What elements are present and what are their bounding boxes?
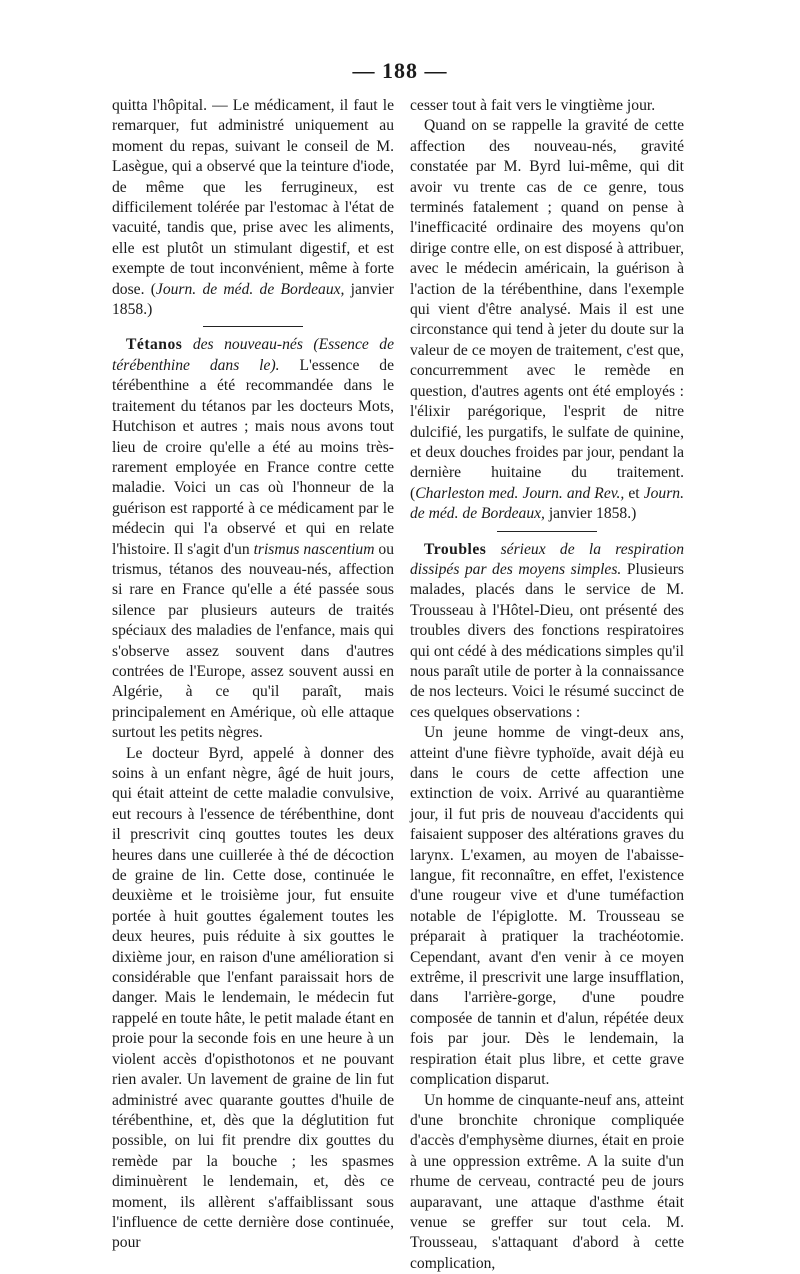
left-p1-end: janvier 1858.) <box>112 281 394 318</box>
article-troubles-heading: Troubles <box>424 541 486 558</box>
right-paragraph-1: cesser tout à fait vers le vingtième jour. <box>410 96 684 116</box>
article-tetanos-text-b: ou trismus, tétanos des nouveau-nés, affection si rare en France qu'elle a été passée sous silence par plusieurs auteurs de traités spéciaux des maladies de l'enfance, mais qui s'observe assez souvent dans d'autres contrées de l'Europe, assez souvent aussi en Algérie, à ce qu'il paraît, mais principalement en Amérique, où elle attaque surtout les petits nègres. <box>112 541 394 742</box>
article-tetanos <box>112 335 394 743</box>
right-p2-reference-1: Charleston med. Journ. and Rev., <box>415 485 624 502</box>
right-paragraph-4: Un jeune homme de vingt-deux ans, atteint d'une fièvre typhoïde, avait déjà eu dans le cours de cette affection une extinction de voix. Arrivé au quarantième jour, il fut pris de nouveau d'accidents qui faisaient supposer des altérations graves du larynx. L'examen, au moyen de l'abaisse-langue, fit reconnaître, en effet, l'existence d'une rougeur vive et d'une tuméfaction notable de l'épiglotte. M. Trousseau se préparait à pratiquer la trachéotomie. Cependant, avant d'en venir à ce moyen extrême, il prescrivit une large insufflation, dans l'arrière-gorge, d'une poudre composée de tannin et d'alun, répétée deux fois par jour. Dès le lendemain, la respiration était plus libre, et cette grave complication disparut. <box>410 723 684 1090</box>
right-p2-text: Quand on se rappelle la gravité de cette affection des nouveau-nés, gravité constatée par M. Byrd lui-même, qui dit avoir vu trente cas de ce genre, tous terminés fatalement ; quand on pense à l'inefficacité ordinaire des moyens qu'on dirige contre elle, on est disposé à attribuer, avec le médecin américain, la guérison à l'action de la térébenthine, dans l'exemple qui vient d'être analysé. Mais il est une circonstance qui tend à jeter du doute sur la valeur de ce moyen de traitement, c'est que, concurremment avec le remède en question, d'autres agents ont été employés : l'élixir parégorique, l'esprit de nitre dulcifié, les purgatifs, le sulfate de quinine, et deux douches froides par jour, pendant la dernière huitaine du traitement. ( <box>410 117 684 501</box>
right-p2-end: janvier 1858.) <box>545 505 636 522</box>
article-tetanos-term: trismus nascentium <box>254 541 375 558</box>
section-divider <box>203 326 303 327</box>
right-p2-mid: et <box>624 485 643 502</box>
page-number: — 188 — <box>0 58 800 84</box>
left-column <box>112 96 394 1254</box>
article-troubles <box>410 540 684 724</box>
article-tetanos-heading: Tétanos <box>126 336 182 353</box>
left-paragraph-1 <box>112 96 394 320</box>
right-paragraph-5: Un homme de cinquante-neuf ans, atteint d'une bronchite chronique compliquée d'accès d'emphysème diurnes, était en proie à une oppression extrême. A la suite d'un rhume de cerveau, contracté peu de jours auparavant, une attaque d'asthme était venue se greffer sur tout cela. M. Trousseau, s'attaquant d'abord à cette complication, <box>410 1091 684 1274</box>
left-p1-text: quitta l'hôpital. — Le médicament, il faut le remarquer, fut administré uniquement au moment du repas, suivant le conseil de M. Lasègue, qui a observé que la teinture d'iode, de même que les ferrugineux, est difficilement tolérée par l'estomac à l'état de vacuité, tandis que, prise avec les aliments, elle est plutôt un stimulant digestif, et est exempte de tout inconvénient, même à forte dose. ( <box>112 97 394 298</box>
left-paragraph-3: Le docteur Byrd, appelé à donner des soins à un enfant nègre, âgé de huit jours, qui était atteint de cette maladie convulsive, eut recours à l'essence de térébenthine, dont il prescrivit cinq gouttes toutes les deux heures dans une cuillerée à thé de décoction de graine de lin. Cette dose, continuée le deuxième et le troisième jour, fut ensuite portée à huit gouttes également toutes les deux heures, puis réduite à six gouttes le dixième jour, en raison d'une amélioration si considérable que l'enfant paraissait hors de danger. Mais le lendemain, le médecin fut rappelé en toute hâte, le petit malade étant en proie pour la seconde fois en une heure à un violent accès d'opisthotonos et ne pouvant rien avaler. Un lavement de graine de lin fut administré avec quarante gouttes d'huile de térébenthine, et, dès que la déglutition fut possible, on lui fit prendre dix gouttes du remède par la bouche ; les spasmes diminuèrent le lendemain, et, dès ce moment, ils allèrent s'affaiblissant sous l'influence de cette dernière dose continuée, pour <box>112 744 394 1254</box>
article-troubles-title: sérieux de la respiration dissipés par des moyens simples. <box>410 541 684 578</box>
article-tetanos-title: des nouveau-nés (Essence de térébenthine dans le). <box>112 336 394 373</box>
section-divider <box>497 531 597 532</box>
article-troubles-text: Plusieurs malades, placés dans le service de M. Trousseau à l'Hôtel-Dieu, ont présenté des troubles divers des fonctions respiratoires qui ont cédé à des médications simples qu'il nous paraît utile de porter à la connaissance de nos lecteurs. Voici le résumé succinct de ces quelques observations : <box>410 561 684 721</box>
left-p1-reference: Journ. de méd. de Bordeaux, <box>156 281 345 298</box>
right-p2-reference-2: Journ. de méd. de Bordeaux, <box>410 485 684 522</box>
article-tetanos-text-a: L'essence de térébenthine a été recommandée dans le traitement du tétanos par les docteurs Mots, Hutchison et autres ; mais nous avons tout lieu de croire qu'elle a été au moins très-rarement employée en France contre cette maladie. Voici un cas où l'honneur de la guérison est rapporté à ce médicament par le médecin qui l'a observé et qui en relate l'histoire. Il s'agit d'un <box>112 357 394 558</box>
right-column <box>410 96 684 1274</box>
right-paragraph-2 <box>410 116 684 524</box>
